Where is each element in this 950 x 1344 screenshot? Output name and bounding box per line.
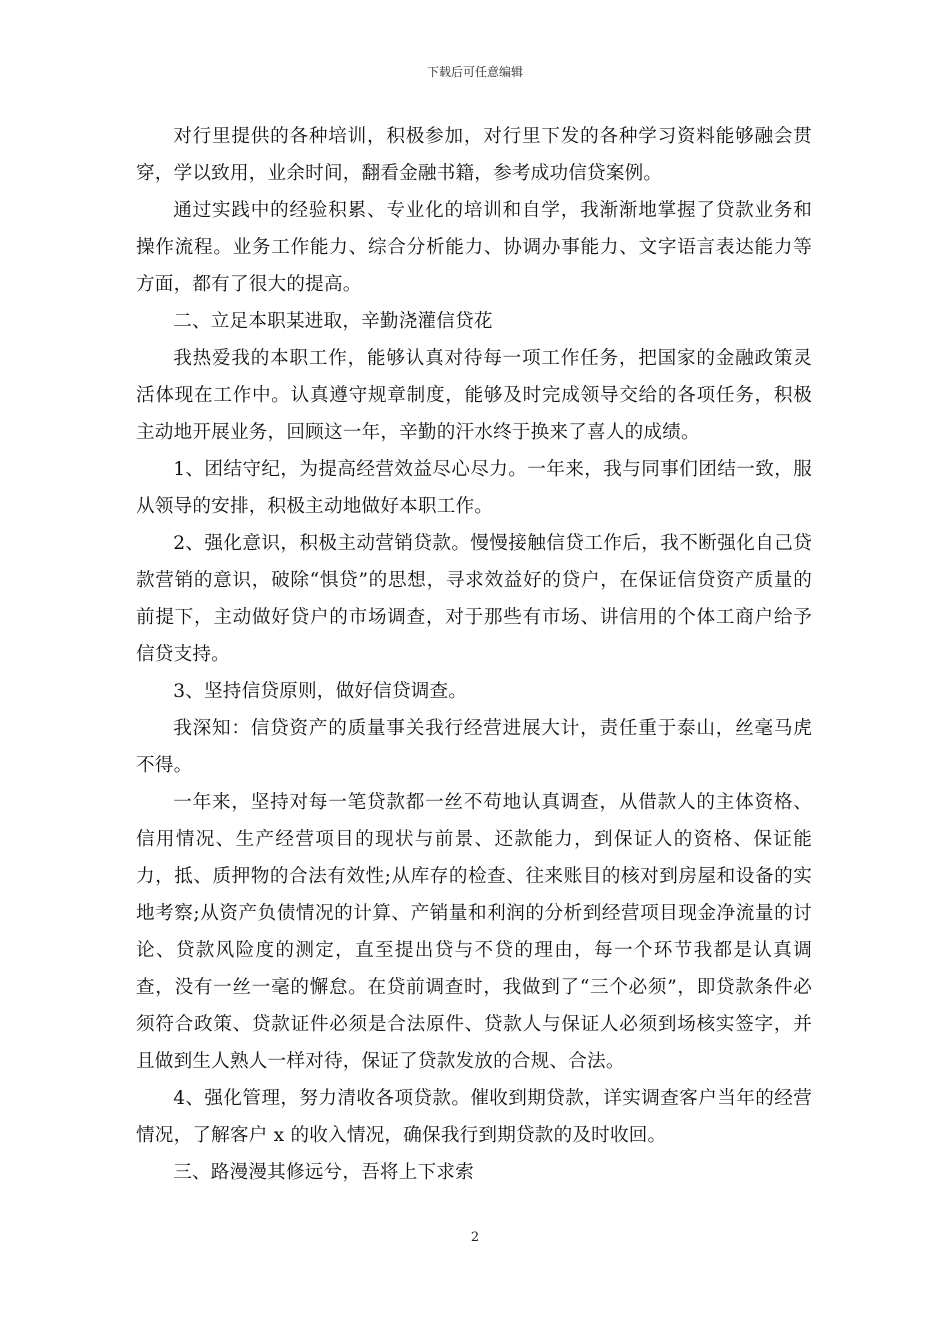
section-heading: 二、立足本职某进取，辛勤浇灌信贷花 <box>173 311 493 332</box>
page-number: 2 <box>470 1230 480 1245</box>
document-body <box>136 118 812 1191</box>
page-header: 下载后可任意编辑 <box>426 65 523 79</box>
paragraph: 我热爱我的本职工作，能够认真对待每一项工作任务，把国家的金融政策灵活体现在工作中。认真遵守规章制度，能够及时完成领导交给的各项任务，积极主动地开展业务，回顾这一年，辛勤的汗水终于换来了喜人的成绩。 <box>136 348 812 443</box>
list-item: 4、强化管理，努力清收各项贷款。催收到期贷款，详实调查客户当年的经营情况，了解客户 x 的收入情况，确保我行到期贷款的及时收回。 <box>136 1088 812 1146</box>
paragraph: 通过实践中的经验积累、专业化的培训和自学，我渐渐地掌握了贷款业务和操作流程。业务工作能力、综合分析能力、协调办事能力、文字语言表达能力等方面，都有了很大的提高。 <box>136 200 812 295</box>
paragraph: 一年来，坚持对每一笔贷款都一丝不苟地认真调查，从借款人的主体资格、信用情况、生产经营项目的现状与前景、还款能力，到保证人的资格、保证能力，抵、质押物的合法有效性;从库存的检查、往来账目的核对到房屋和设备的实地考察;从资产负债情况的计算、产销量和利润的分析到经营项目现金净流量的讨论、贷款风险度的测定，直至提出贷与不贷的理由，每一个环节我都是认真调查，没有一丝一毫的懈怠。在贷前调查时，我做到了“三个必须”，即贷款条件必须符合政策、贷款证件必须是合法原件、贷款人与保证人必须到场核实签字，并且做到生人熟人一样对待，保证了贷款发放的合规、合法。 <box>136 792 812 1072</box>
section-heading: 三、路漫漫其修远兮，吾将上下求索 <box>173 1162 474 1183</box>
list-item: 2、强化意识，积极主动营销贷款。慢慢接触信贷工作后，我不断强化自己贷款营销的意识，破除“惧贷”的思想，寻求效益好的贷户，在保证信贷资产质量的前提下，主动做好贷户的市场调查，对于那些有市场、讲信用的个体工商户给予信贷支持。 <box>136 533 812 665</box>
list-item: 1、团结守纪，为提高经营效益尽心尽力。一年来，我与同事们团结一致，服从领导的安排，积极主动地做好本职工作。 <box>136 459 812 517</box>
paragraph: 对行里提供的各种培训，积极参加，对行里下发的各种学习资料能够融会贯穿，学以致用，业余时间，翻看金融书籍，参考成功信贷案例。 <box>136 126 812 184</box>
list-item: 3、坚持信贷原则，做好信贷调查。 <box>173 681 468 702</box>
paragraph: 我深知：信贷资产的质量事关我行经营进展大计，责任重于泰山，丝毫马虎不得。 <box>136 718 812 776</box>
